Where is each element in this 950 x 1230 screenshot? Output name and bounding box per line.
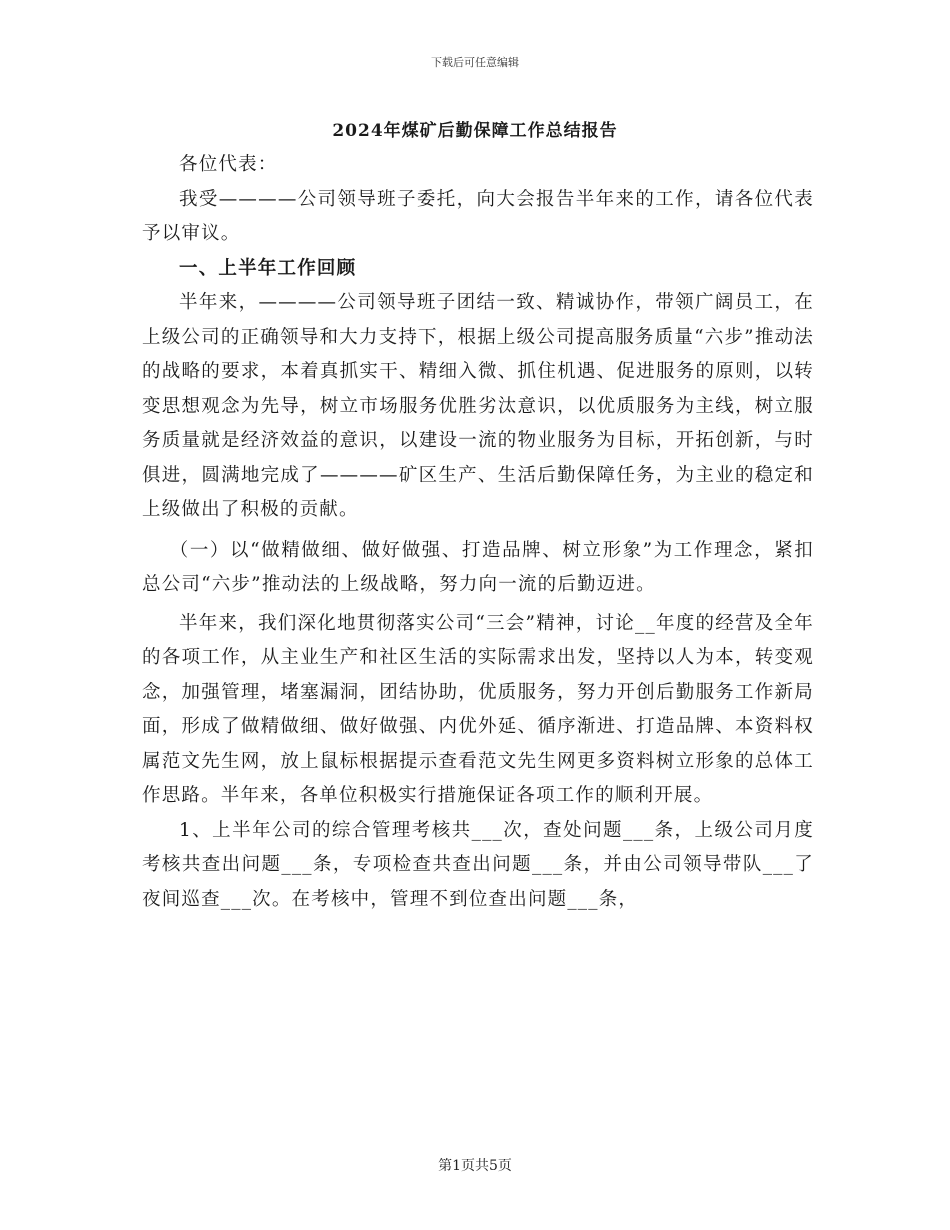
document-body [142,148,814,917]
section-heading: 一、上半年工作回顾 [179,257,357,279]
paragraph: 半年来，————公司领导班子团结一致、精诚协作，带领广阔员工，在上级公司的正确领导和大力支持下，根据上级公司提高服务质量“六步”推动法的战略的要求，本着真抓实干、精细入微、抓住机遇、促进服务的原则，以转变思想观念为先导，树立市场服务优胜劣汰意识，以优质服务为主线，树立服务质量就是经济效益的意识，以建设一流的物业服务为目标，开拓创新，与时俱进，圆满地完成了————矿区生产、生活后勤保障任务，为主业的稳定和上级做出了积极的贡献。 [142,292,814,520]
paragraph: 1、上半年公司的综合管理考核共___次，查处问题___条，上级公司月度考核共查出问题___条，专项检查共查出问题___条，并由公司领导带队___了夜间巡查___次。在考核中，管理不到位查出问题___条， [142,819,814,910]
paragraph: 我受————公司领导班子委托，向大会报告半年来的工作，请各位代表予以审议。 [142,188,814,244]
subsection-heading: （一）以“做精做细、做好做强、打造品牌、树立形象”为工作理念，紧扣总公司“六步”推动法的上级战略，努力向一流的后勤迈进。 [142,539,814,595]
page-number: 第1页共5页 [438,1158,512,1174]
salutation: 各位代表： [179,154,278,175]
paragraph: 半年来，我们深化地贯彻落实公司“三会”精神，讨论__年度的经营及全年的各项工作，从主业生产和社区生活的实际需求出发，坚持以人为本，转变观念，加强管理，堵塞漏洞，团结协助，优质服务，努力开创后勤服务工作新局面，形成了做精做细、做好做强、内优外延、循序渐进、打造品牌、本资料权属范文先生网，放上鼠标根据提示查看范文先生网更多资料树立形象的总体工作思路。半年来，各单位积极实行措施保证各项工作的顺利开展。 [142,612,814,806]
header-note: 下载后可任意编辑 [431,56,519,69]
document-title: 2024年煤矿后勤保障工作总结报告 [332,121,618,141]
